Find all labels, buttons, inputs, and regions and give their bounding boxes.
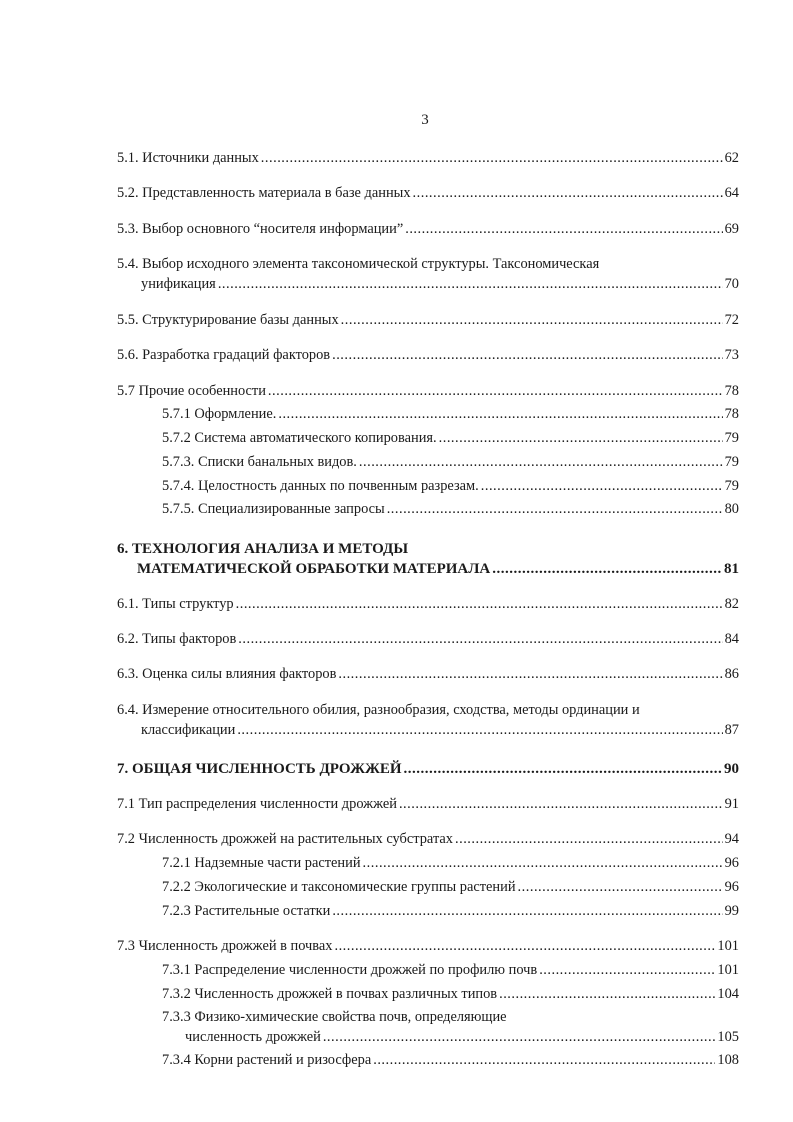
toc-entry xyxy=(117,665,739,683)
toc-entry-title: 7.3.2 Численность дрожжей в почвах различных типов xyxy=(162,986,498,1002)
dot-leader xyxy=(218,275,723,293)
toc-entry-page: 86 xyxy=(724,666,739,682)
toc-entry-title: 5.7.3. Списки банальных видов. xyxy=(162,454,357,470)
toc-entry-title: 7.2.1 Надземные части растений xyxy=(162,855,361,871)
toc-entry-title: 7.3.1 Распределение численности дрожжей по профилю почв xyxy=(162,962,538,978)
toc-entry-page: 99 xyxy=(724,903,739,919)
dot-leader xyxy=(363,854,723,872)
toc-entry-title: 7. ОБЩАЯ ЧИСЛЕННОСТЬ ДРОЖЖЕЙ xyxy=(117,761,402,777)
toc-entry-page: 82 xyxy=(724,596,739,612)
dot-leader xyxy=(387,500,723,518)
toc-entry-page: 108 xyxy=(717,1052,739,1068)
dot-leader xyxy=(359,453,723,471)
toc-entry-title: 7.3 Численность дрожжей в почвах xyxy=(117,938,333,954)
toc-entry-page: 104 xyxy=(717,986,739,1002)
toc-entry xyxy=(117,184,739,202)
toc-entry-title: 5.3. Выбор основного “носителя информации” xyxy=(117,221,404,237)
toc-entry-title: 5.7.2 Система автоматического копирования. xyxy=(162,430,437,446)
toc-entry-page: 96 xyxy=(724,855,739,871)
dot-leader xyxy=(518,878,723,896)
toc-entry-page: 101 xyxy=(717,938,739,954)
toc-entry-page: 87 xyxy=(724,722,739,738)
toc-entry-title: 5.7.4. Целостность данных по почвенным разрезам. xyxy=(162,478,479,494)
toc-entry-title-line1: 5.4. Выбор исходного элемента таксономической структуры. Таксономическая xyxy=(117,256,600,272)
toc-entry xyxy=(185,1028,739,1046)
toc-entry-title: 5.7.5. Специализированные запросы xyxy=(162,501,385,517)
toc-entry-title: 7.2 Численность дрожжей на растительных субстратах xyxy=(117,831,453,847)
toc-entry xyxy=(162,1051,739,1069)
toc-entry xyxy=(141,275,739,293)
toc-entry xyxy=(162,961,739,979)
toc-entry xyxy=(162,985,739,1003)
toc-entry xyxy=(117,220,739,238)
toc-entry-page: 73 xyxy=(724,347,739,363)
toc-entry xyxy=(162,902,739,920)
dot-leader xyxy=(332,902,722,920)
toc-entry-page: 81 xyxy=(724,561,739,577)
toc-entry-page: 62 xyxy=(724,150,739,166)
dot-leader xyxy=(237,721,722,739)
toc-entry-title: 5.6. Разработка градаций факторов xyxy=(117,347,331,363)
toc-entry-title: 6.1. Типы структур xyxy=(117,596,234,612)
toc-entry-title-line1: 6.4. Измерение относительного обилия, разнообразия, сходства, методы ординации и xyxy=(117,702,640,718)
page-number: 3 xyxy=(421,112,429,128)
toc-entry-title: 5.5. Структурирование базы данных xyxy=(117,312,339,328)
toc-entry xyxy=(141,721,739,739)
toc-entry-page: 90 xyxy=(724,761,739,777)
dot-leader xyxy=(539,961,715,979)
toc-entry-page: 79 xyxy=(724,478,739,494)
chapter-heading xyxy=(137,560,739,578)
dot-leader xyxy=(405,220,722,238)
dot-leader xyxy=(413,184,723,202)
toc-entry xyxy=(117,382,739,400)
toc-entry-title: МАТЕМАТИЧЕСКОЙ ОБРАБОТКИ МАТЕРИАЛА xyxy=(137,561,491,577)
toc-entry-title: 7.2.3 Растительные остатки xyxy=(162,903,331,919)
toc-entry xyxy=(117,795,739,813)
toc-entry xyxy=(162,500,739,518)
dot-leader xyxy=(261,149,723,167)
dot-leader xyxy=(373,1051,715,1069)
toc-entry xyxy=(117,595,739,613)
toc-entry xyxy=(117,346,739,364)
toc-entry-page: 105 xyxy=(717,1029,739,1045)
dot-leader xyxy=(338,665,722,683)
dot-leader xyxy=(236,595,723,613)
dot-leader xyxy=(492,560,722,578)
toc-entry xyxy=(117,630,739,648)
toc-entry xyxy=(162,878,739,896)
toc-entry-page: 69 xyxy=(724,221,739,237)
toc-entry-page: 80 xyxy=(724,501,739,517)
toc-entry-page: 79 xyxy=(724,454,739,470)
toc-entry-page: 78 xyxy=(724,383,739,399)
dot-leader xyxy=(481,477,723,495)
dot-leader xyxy=(455,830,723,848)
toc-entry xyxy=(117,149,739,167)
dot-leader xyxy=(499,985,715,1003)
toc-entry-page: 101 xyxy=(717,962,739,978)
toc-entry-page: 96 xyxy=(724,879,739,895)
dot-leader xyxy=(341,311,723,329)
toc-entry-title: 7.2.2 Экологические и таксономические группы растений xyxy=(162,879,516,895)
dot-leader xyxy=(332,346,723,364)
dot-leader xyxy=(238,630,722,648)
toc-entry-page: 79 xyxy=(724,430,739,446)
toc-entry xyxy=(162,477,739,495)
toc-entry xyxy=(117,830,739,848)
toc-entry xyxy=(162,854,739,872)
toc-entry xyxy=(162,405,739,423)
toc-entry xyxy=(117,311,739,329)
toc-entry-title: классификации xyxy=(141,722,236,738)
dot-leader xyxy=(278,405,722,423)
dot-leader xyxy=(439,429,723,447)
toc-entry-page: 70 xyxy=(724,276,739,292)
toc-entry-title: 5.7.1 Оформление. xyxy=(162,406,277,422)
toc-entry-page: 78 xyxy=(724,406,739,422)
toc-entry-title: 5.1. Источники данных xyxy=(117,150,259,166)
toc-entry-title: 5.2. Представленность материала в базе данных xyxy=(117,185,411,201)
dot-leader xyxy=(268,382,723,400)
dot-leader xyxy=(334,937,715,955)
toc-entry-page: 72 xyxy=(724,312,739,328)
toc-entry xyxy=(117,937,739,955)
toc-entry-title: 7.1 Тип распределения численности дрожжей xyxy=(117,796,397,812)
chapter-heading xyxy=(117,760,739,778)
toc-entry xyxy=(162,453,739,471)
chapter-heading-line1: 6. ТЕХНОЛОГИЯ АНАЛИЗА И МЕТОДЫ xyxy=(117,541,409,557)
dot-leader xyxy=(399,795,723,813)
toc-entry-title-line1: 7.3.3 Физико-химические свойства почв, определяющие xyxy=(162,1009,507,1025)
toc-entry-title: 6.2. Типы факторов xyxy=(117,631,237,647)
dot-leader xyxy=(323,1028,716,1046)
toc-entry-page: 91 xyxy=(724,796,739,812)
toc-entry-title: численность дрожжей xyxy=(185,1029,321,1045)
toc-entry-title: 7.3.4 Корни растений и ризосфера xyxy=(162,1052,372,1068)
toc-entry xyxy=(162,429,739,447)
dot-leader xyxy=(404,760,722,778)
toc-entry-title: 5.7 Прочие особенности xyxy=(117,383,266,399)
toc-entry-title: 6.3. Оценка силы влияния факторов xyxy=(117,666,337,682)
toc-entry-page: 64 xyxy=(724,185,739,201)
toc-entry-page: 84 xyxy=(724,631,739,647)
toc-entry-title: унификация xyxy=(141,276,216,292)
toc-entry-page: 94 xyxy=(724,831,739,847)
